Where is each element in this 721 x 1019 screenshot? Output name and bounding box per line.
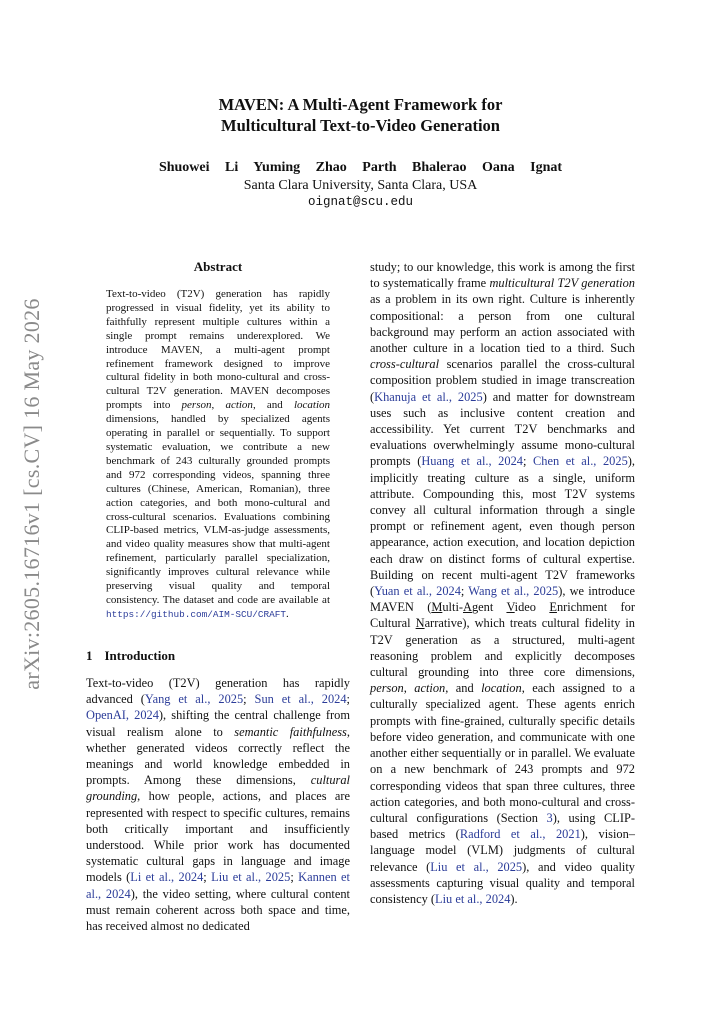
- author-email: oignat@scu.edu: [307, 195, 414, 209]
- intro-column-left: [86, 675, 350, 934]
- abstract-text: Text-to-video (T2V) generation has rapidly progressed in visual fidelity, yet its ability to faithfully represent multiple cultures within a single prompt remains underexplored. We introduce MAVEN, a multi-agent prompt refinement framework designed to improve cultural fidelity in both mono-cultural and cross-cultural T2V generation. MAVEN decomposes prompts into: [106, 288, 330, 412]
- body-emph: location: [481, 681, 522, 696]
- code-url-link[interactable]: https://github.com/AIM-SCU/CRAFT: [106, 608, 287, 620]
- body-text: ), we introduce MAVEN (: [370, 584, 635, 615]
- body-text: ), shifting the central challenge from visual realism alone to: [86, 708, 350, 739]
- acronym-letter: M: [431, 600, 443, 615]
- citation-link[interactable]: Li et al., 2024: [130, 870, 204, 885]
- acronym-letter: E: [549, 600, 557, 615]
- abstract-text: dimensions, handled by specialized agents operating in parallel or sequentially. To support systematic evaluation, we contribute a new benchmark of 243 culturally grounded prompts and 972 corresponding videos, spanning three cultures (Chinese, American, Romanian), three action categories, and both mono-cultural and cross-cultural scenarios. Evaluations combining CLIP-based metrics, VLM-as-judge assessments, and video quality measures show that multi-agent refinement, particularly parallel specialization, significantly improves cultural relevance while preserving visual quality and temporal consistency. The dataset and code are available at: [106, 413, 330, 606]
- citation-link[interactable]: Liu et al., 2025: [430, 859, 523, 874]
- arxiv-id: arXiv:2605.16716v1 [cs.CV] 16 May 2026: [19, 298, 44, 690]
- title-line-2: Multicultural Text-to-Video Generation: [221, 116, 500, 135]
- acronym-letter: N: [415, 616, 425, 631]
- title-line-1: MAVEN: A Multi-Agent Framework for: [218, 95, 503, 114]
- body-text: ;: [203, 870, 212, 885]
- body-text: , how people, actions, and places are represented with respect to specific cultures, remains both critically important and insufficiently understood. While prior work has documented systematic cultural gaps in language and image models (: [86, 789, 350, 885]
- author-list: Shuowei Li Yuming Zhao Parth Bhalerao Oana Ignat: [158, 160, 563, 175]
- body-text: , whether generated videos correctly reflect the meanings and world knowledge embedded in prompts. Among these dimensions,: [86, 724, 350, 788]
- body-emph: cultural grounding: [86, 773, 350, 804]
- body-text: ), implicitly treating culture as a single, uniform attribute. Compounding this, most T2V systems convey all cultural information through a single prompt or refinement agent, even though person appearance, action execution, and location depiction each draw on distinct forms of cultural expertise. Building on recent multi-agent T2V frameworks (: [370, 454, 635, 599]
- body-text: ), the video setting, where cultural content must remain coherent across both space and time, has received almost no dedicated: [86, 886, 350, 934]
- body-text: as a problem in its own right. Culture is inherently compositional: a person from one cultural background may perform an action associated with another culture in a location tied to a third. Such: [370, 292, 635, 356]
- citation-link[interactable]: Liu et al., 2024: [435, 891, 511, 906]
- body-text: gent: [471, 600, 507, 615]
- body-text: ), using CLIP-based metrics (: [370, 810, 635, 842]
- intro-column-right: [370, 259, 635, 907]
- body-text: , each assigned to a culturally specialized agent. These agents enrich prompts with fine-grained, culturally specific details before video generation, and communicate with one another either sequentially or in parallel. We evaluate on a new benchmark of 243 prompts and 972 corresponding videos that span three cultures, three action categories, and both mono-cultural and cross-cultural configurations (Section: [370, 681, 635, 825]
- citation-link[interactable]: Khanuja et al., 2025: [374, 389, 483, 404]
- abstract-text: ,: [211, 399, 226, 412]
- body-text: ), vision–language model (VLM) judgments of cultural relevance (: [370, 827, 635, 874]
- body-text: ;: [522, 454, 533, 469]
- citation-link[interactable]: Liu et al., 2025: [211, 870, 291, 885]
- citation-link[interactable]: Sun et al., 2024: [254, 692, 347, 707]
- acronym-letter: A: [463, 600, 472, 615]
- abstract-text: .: [286, 607, 289, 620]
- body-text: Text-to-video (T2V) generation has rapidly advanced (: [86, 676, 350, 707]
- body-text: ;: [346, 692, 350, 707]
- paper-title: [0, 94, 721, 136]
- acronym-letter: V: [506, 600, 515, 615]
- body-emph: semantic faithfulness: [234, 724, 347, 739]
- section-number: 1: [86, 648, 93, 663]
- body-text: ), and video quality assessments capturing visual quality and temporal consistency (: [370, 859, 635, 906]
- body-text: ;: [460, 584, 469, 599]
- citation-link[interactable]: Yang et al., 2025: [144, 692, 244, 707]
- abstract-text: , and: [252, 399, 294, 412]
- body-text: ;: [290, 870, 299, 885]
- citation-link[interactable]: OpenAI, 2024: [86, 708, 159, 723]
- section-heading-introduction: [86, 648, 175, 664]
- body-text: ;: [243, 692, 255, 707]
- body-text: ) and matter for downstream uses such as inclusive content creation and accessibility. Yet current T2V benchmarks and evaluations overwhelmingly assume mono-cultural prompts (: [370, 389, 635, 469]
- body-text: arrative), which treats cultural fidelity in T2V generation as a structured, multi-agent reasoning problem and explicitly decomposes cultural grounding into three core dimensions,: [370, 616, 635, 680]
- section-title: Introduction: [104, 648, 176, 663]
- body-emph: person: [370, 681, 404, 696]
- body-text: nrichment for Cultural: [370, 600, 635, 631]
- body-text: ulti-: [442, 600, 464, 615]
- abstract-emph: person: [181, 399, 212, 412]
- citation-link[interactable]: Radford et al., 2021: [459, 827, 581, 842]
- body-emph: action: [414, 681, 446, 696]
- affiliation: Santa Clara University, Santa Clara, USA: [243, 178, 478, 193]
- citation-link[interactable]: Wang et al., 2025: [468, 584, 559, 599]
- body-text: ,: [403, 681, 415, 696]
- body-emph: cross-cultural: [370, 357, 440, 372]
- abstract-body: [106, 288, 330, 622]
- citation-link[interactable]: Kannen et al., 2024: [86, 870, 350, 901]
- body-text: scenarios parallel the cross-cultural composition problem studied in image transcreation (: [370, 357, 635, 404]
- body-text: ideo: [514, 600, 550, 615]
- citation-link[interactable]: Huang et al., 2024: [421, 454, 523, 469]
- abstract-emph: location: [293, 399, 331, 412]
- abstract-heading: Abstract: [193, 259, 243, 274]
- body-emph: multicultural T2V generation: [489, 276, 635, 291]
- body-text: , and: [445, 681, 482, 696]
- body-text: study; to our knowledge, this work is among the first to systematically frame: [370, 260, 635, 291]
- arxiv-sidebar-stamp: [18, 292, 46, 696]
- citation-link[interactable]: Chen et al., 2025: [533, 454, 628, 469]
- citation-link[interactable]: Yuan et al., 2024: [374, 584, 461, 599]
- body-text: ).: [510, 891, 518, 906]
- abstract-emph: action: [225, 399, 253, 412]
- section-ref-link[interactable]: 3: [546, 810, 553, 825]
